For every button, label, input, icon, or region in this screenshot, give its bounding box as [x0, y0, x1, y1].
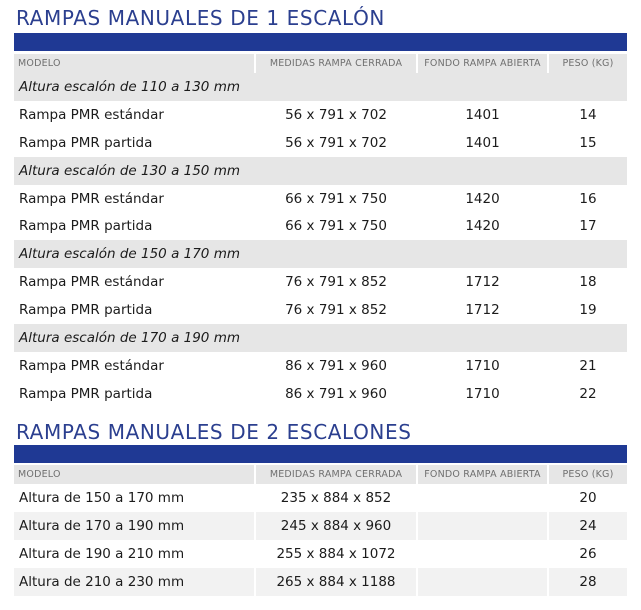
table-row — [14, 268, 627, 296]
cell-modelo: Rampa PMR partida — [19, 134, 153, 151]
cell-medidas: 66 x 791 x 750 — [255, 212, 417, 240]
group-label: Altura escalón de 110 a 130 mm — [14, 73, 627, 101]
section-title-2-steps: RAMPAS MANUALES DE 2 ESCALONES — [16, 420, 412, 444]
cell-peso: 22 — [548, 380, 627, 408]
section-bar-1-step — [14, 33, 627, 51]
cell-medidas: 255 x 884 x 1072 — [255, 540, 417, 568]
cell-fondo: 1710 — [417, 380, 548, 408]
cell-medidas: 76 x 791 x 852 — [255, 296, 417, 324]
table-row — [14, 101, 627, 129]
column-header-fondo: FONDO RAMPA ABIERTA — [417, 54, 548, 73]
cell-peso: 15 — [548, 129, 627, 157]
cell-fondo: 1401 — [417, 129, 548, 157]
group-label: Altura escalón de 150 a 170 mm — [14, 240, 627, 268]
cell-peso: 19 — [548, 296, 627, 324]
table-row — [14, 212, 627, 240]
cell-fondo — [417, 540, 548, 568]
table-row — [14, 568, 627, 596]
cell-fondo: 1710 — [417, 352, 548, 380]
cell-peso: 17 — [548, 212, 627, 240]
cell-peso: 21 — [548, 352, 627, 380]
cell-fondo: 1712 — [417, 296, 548, 324]
column-header-fondo: FONDO RAMPA ABIERTA — [417, 465, 548, 484]
cell-fondo — [417, 484, 548, 512]
cell-modelo: Rampa PMR partida — [19, 385, 153, 402]
table-row — [14, 540, 627, 568]
column-header-peso: PESO (KG) — [548, 54, 627, 73]
cell-medidas: 265 x 884 x 1188 — [255, 568, 417, 596]
cell-peso: 24 — [548, 512, 627, 540]
cell-modelo: Altura de 210 a 230 mm — [14, 568, 255, 596]
cell-medidas: 235 x 884 x 852 — [255, 484, 417, 512]
table-row — [14, 484, 627, 512]
cell-modelo: Altura de 170 a 190 mm — [14, 512, 255, 540]
cell-fondo: 1420 — [417, 212, 548, 240]
table-row — [14, 296, 627, 324]
cell-fondo: 1420 — [417, 185, 548, 213]
ramp-table-1-step — [14, 54, 627, 408]
cell-modelo: Rampa PMR estándar — [19, 357, 164, 374]
cell-medidas: 76 x 791 x 852 — [255, 268, 417, 296]
cell-peso: 16 — [548, 185, 627, 213]
cell-medidas: 86 x 791 x 960 — [255, 380, 417, 408]
table-row — [14, 352, 627, 380]
group-label: Altura escalón de 170 a 190 mm — [14, 324, 627, 352]
ramp-table-2-steps — [14, 465, 627, 596]
column-header-medidas: MEDIDAS RAMPA CERRADA — [255, 465, 417, 484]
cell-peso: 14 — [548, 101, 627, 129]
table-header-row — [14, 465, 627, 484]
section-bar-2-steps — [14, 445, 627, 463]
group-row — [14, 157, 627, 185]
cell-modelo: Altura de 190 a 210 mm — [19, 546, 185, 562]
column-header-modelo: MODELO — [14, 54, 255, 73]
cell-medidas: 245 x 884 x 960 — [255, 512, 417, 540]
cell-medidas: 56 x 791 x 702 — [255, 101, 417, 129]
cell-modelo: Rampa PMR partida — [19, 218, 153, 235]
column-header-peso: PESO (KG) — [548, 465, 627, 484]
cell-peso: 26 — [548, 540, 627, 568]
cell-fondo — [417, 568, 548, 596]
table-row — [14, 129, 627, 157]
column-header-modelo: MODELO — [14, 465, 255, 484]
cell-fondo — [417, 512, 548, 540]
group-row — [14, 324, 627, 352]
cell-peso: 20 — [548, 484, 627, 512]
table-header-row — [14, 54, 627, 73]
cell-medidas: 66 x 791 x 750 — [255, 185, 417, 213]
cell-peso: 18 — [548, 268, 627, 296]
cell-modelo: Rampa PMR estándar — [19, 190, 164, 207]
cell-modelo: Rampa PMR estándar — [19, 106, 164, 123]
cell-fondo: 1712 — [417, 268, 548, 296]
group-row — [14, 73, 627, 101]
cell-medidas: 86 x 791 x 960 — [255, 352, 417, 380]
group-row — [14, 240, 627, 268]
table-row — [14, 380, 627, 408]
cell-modelo: Rampa PMR estándar — [19, 274, 164, 291]
section-title-1-step: RAMPAS MANUALES DE 1 ESCALÓN — [16, 6, 385, 30]
cell-modelo: Rampa PMR partida — [19, 302, 153, 319]
cell-medidas: 56 x 791 x 702 — [255, 129, 417, 157]
table-row — [14, 512, 627, 540]
table-row — [14, 185, 627, 213]
cell-fondo: 1401 — [417, 101, 548, 129]
column-header-medidas: MEDIDAS RAMPA CERRADA — [255, 54, 417, 73]
cell-modelo: Altura de 150 a 170 mm — [19, 490, 185, 506]
cell-peso: 28 — [548, 568, 627, 596]
group-label: Altura escalón de 130 a 150 mm — [14, 157, 627, 185]
